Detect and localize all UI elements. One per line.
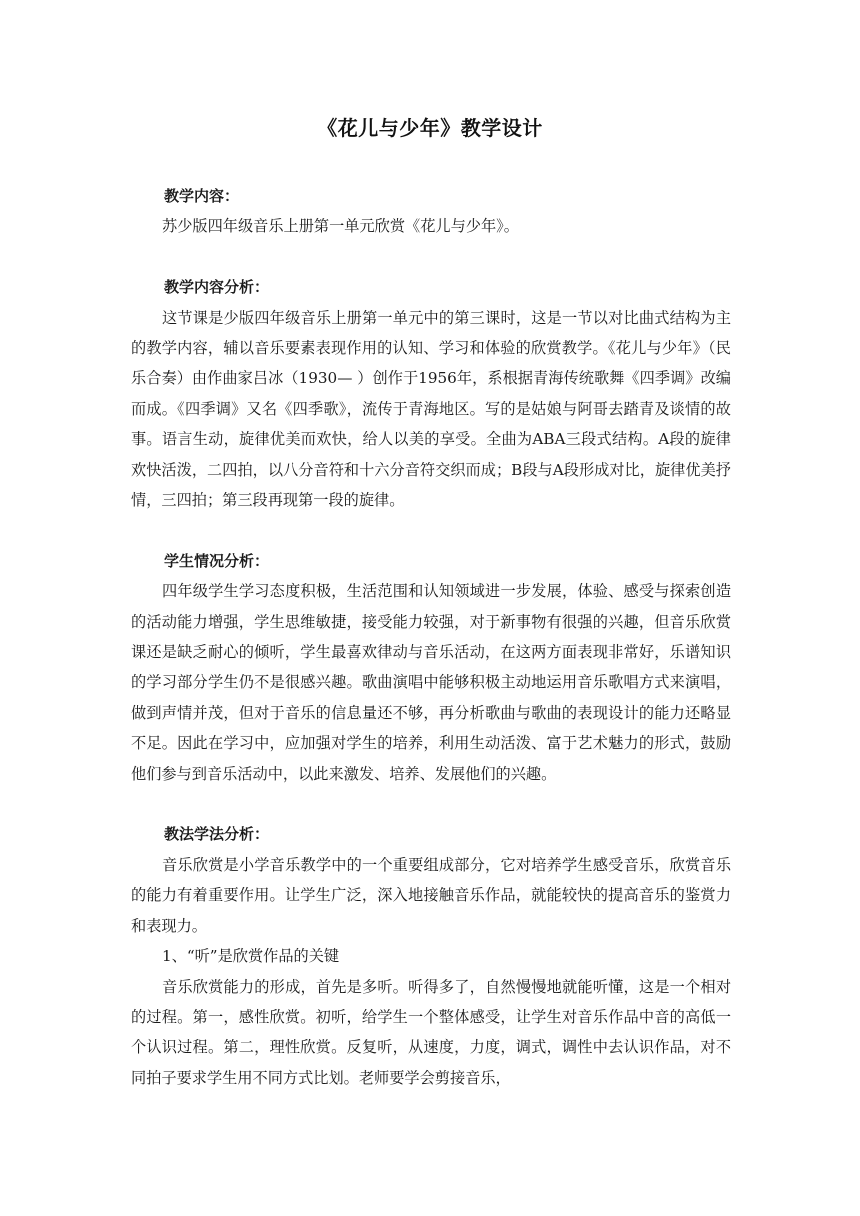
section-heading-content-analysis: 教学内容分析：	[164, 278, 270, 297]
section-paragraph: 苏少版四年级音乐上册第一单元欣赏《花儿与少年》。	[162, 217, 519, 236]
section-paragraph: 音乐欣赏是小学音乐教学中的一个重要组成部分，它对培养学生感受音乐，欣赏音乐的能力有着重要作用。让学生广泛，深入地接触音乐作品，就能较快的提高音乐的鉴赏力和表现力。	[131, 855, 731, 935]
paragraph-gap	[131, 242, 731, 272]
paragraph-gap	[131, 515, 731, 545]
section-heading-method-analysis: 教法学法分析：	[164, 825, 270, 844]
section-paragraph: 音乐欣赏能力的形成，首先是多听。听得多了，自然慢慢地就能听懂，这是一个相对的过程。第一，感性欣赏。初听，给学生一个整体感受，让学生对音乐作品中音的高低一个认识过程。第二，理性欣赏。反复听，从速度，力度，调式，调性中去认识作品，对不同拍子要求学生用不同方式比划。老师要学会剪接音乐，	[131, 977, 731, 1087]
paragraph-gap	[131, 789, 731, 819]
section-heading-teaching-content: 教学内容：	[164, 187, 240, 205]
section-paragraph: 四年级学生学习态度积极，生活范围和认知领域进一步发展，体验、感受与探索创造的活动能力增强，学生思维敏捷，接受能力较强，对于新事物有很强的兴趣，但音乐欣赏课还是缺乏耐心的倾听，学生最喜欢律动与音乐活动，在这两方面表现非常好，乐谱知识的学习部分学生仍不是很感兴趣。歌曲演唱中能够积极主动地运用音乐歌唱方式来演唱，做到声情并茂，但对于音乐的信息量还不够，再分析歌曲与歌曲的表现设计的能力还略显不足。因此在学习中，应加强对学生的培养，利用生动活泼、富于艺术魅力的形式，鼓励他们参与到音乐活动中，以此来激发、培养、发展他们的兴趣。	[131, 582, 731, 783]
document-body	[131, 181, 731, 1093]
section-heading-student-analysis: 学生情况分析：	[164, 551, 270, 570]
numbered-subheading: 1、“听”是欣赏作品的关键	[162, 947, 340, 966]
document-title: 《花儿与少年》教学设计	[317, 116, 543, 140]
section-paragraph: 这节课是少版四年级音乐上册第一单元中的第三课时，这是一节以对比曲式结构为主的教学内容，辅以音乐要素表现作用的认知、学习和体验的欣赏教学。《花儿与少年》（民乐合奏）由作曲家吕冰（1930— ）创作于1956年，系根据青海传统歌舞《四季调》改编而成。《四季调》又名《四季歌》，流传于青海地区。写的是姑娘与阿哥去踏青及谈情的故事。语言生动，旋律优美而欢快，给人以美的享受。全曲为ABA三段式结构。A段的旋律欢快活泼，二四拍，以八分音符和十六分音符交织而成；B段与A段形成对比，旋律优美抒情，三四拍；第三段再现第一段的旋律。	[131, 308, 731, 510]
